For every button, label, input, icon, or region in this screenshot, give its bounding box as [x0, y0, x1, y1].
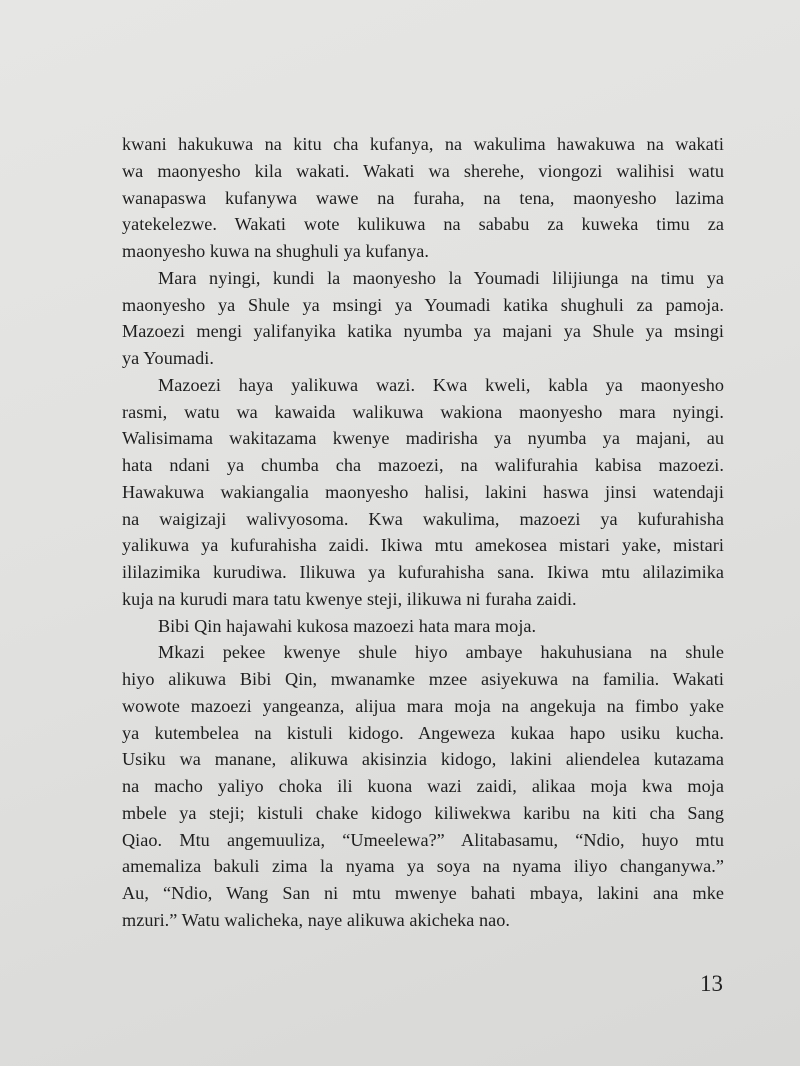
paragraph-line: Qiao. Mtu angemuuliza, “Umeelewa?” Alitabasamu, “Ndio, huyo mtu: [122, 829, 724, 850]
paragraph-line: Mazoezi mengi yalifanyika katika nyumba ya majani ya Shule ya msingi: [122, 321, 724, 342]
paragraph-line: Usiku wa manane, alikuwa akisinzia kidogo, lakini aliendelea kutazama: [122, 749, 724, 770]
paragraph-line: rasmi, watu wa kawaida walikuwa wakiona maonyesho mara nyingi.: [122, 401, 724, 422]
paragraph-line: amemaliza bakuli zima la nyama ya soya na nyama iliyo changanywa.”: [122, 856, 724, 877]
paragraph-line: hata ndani ya chumba cha mazoezi, na walifurahia kabisa mazoezi.: [122, 455, 724, 475]
paragraph-first-line: Mara nyingi, kundi la maonyesho la Youmadi lilijiunga na timu ya: [158, 267, 724, 288]
page-number: 13: [700, 971, 723, 996]
paragraph-line: Hawakuwa wakiangalia maonyesho halisi, lakini haswa jinsi watendaji: [122, 481, 724, 502]
paragraph-first-line: Mazoezi haya yalikuwa wazi. Kwa kweli, kabla ya maonyesho: [158, 374, 724, 395]
paragraph-line: wowote mazoezi yangeanza, alijua mara moja na angekuja na fimbo yake: [122, 695, 724, 716]
paragraph-line: ya Youmadi.: [122, 348, 215, 368]
paragraph-line: hiyo alikuwa Bibi Qin, mwanamke mzee asiyekuwa na familia. Wakati: [122, 669, 724, 689]
paragraph-first-line: Mkazi pekee kwenye shule hiyo ambaye hakuhusiana na shule: [158, 642, 724, 663]
paragraph-line: Au, “Ndio, Wang San ni mtu mwenye bahati mbaya, lakini ana mke: [122, 883, 724, 903]
paragraph-line: ililazimika kurudiwa. Ilikuwa ya kufurahisha sana. Ikiwa mtu alilazimika: [122, 562, 724, 582]
paragraph-line: maonyesho kuwa na shughuli ya kufanya.: [122, 241, 429, 261]
paragraph-line: yalikuwa ya kufurahisha zaidi. Ikiwa mtu amekosea mistari yake, mistari: [122, 535, 724, 556]
paragraph-first-line: Bibi Qin hajawahi kukosa mazoezi hata mara moja.: [158, 615, 537, 636]
paragraph-line: na waigizaji walivyosoma. Kwa wakulima, mazoezi ya kufurahisha: [122, 508, 724, 529]
paragraph-first-line: kwani hakukuwa na kitu cha kufanya, na wakulima hawakuwa na wakati: [122, 134, 724, 154]
paragraph-line: wa maonyesho kila wakati. Wakati wa sherehe, viongozi walihisi watu: [122, 160, 724, 181]
paragraph-line: mbele ya steji; kistuli chake kidogo kiliwekwa karibu na kiti cha Sang: [122, 802, 724, 823]
paragraph-line: Walisimama wakitazama kwenye madirisha ya nyumba ya majani, au: [122, 428, 724, 449]
paragraph-line: ya kutembelea na kistuli kidogo. Angeweza kukaa hapo usiku kucha.: [122, 722, 724, 743]
paragraph-line: wanapaswa kufanywa wawe na furaha, na tena, maonyesho lazima: [122, 187, 724, 208]
paragraph-line: kuja na kurudi mara tatu kwenye steji, ilikuwa ni furaha zaidi.: [122, 588, 577, 609]
paragraph-line: mzuri.” Watu walicheka, naye alikuwa akicheka nao.: [122, 909, 511, 930]
paragraph-line: na macho yaliyo choka ili kuona wazi zaidi, alikaa moja kwa moja: [122, 776, 724, 796]
paragraph-line: maonyesho ya Shule ya msingi ya Youmadi katika shughuli za pamoja.: [122, 294, 724, 315]
paragraph-line: yatekelezwe. Wakati wote kulikuwa na sababu za kuweka timu za: [122, 214, 724, 235]
